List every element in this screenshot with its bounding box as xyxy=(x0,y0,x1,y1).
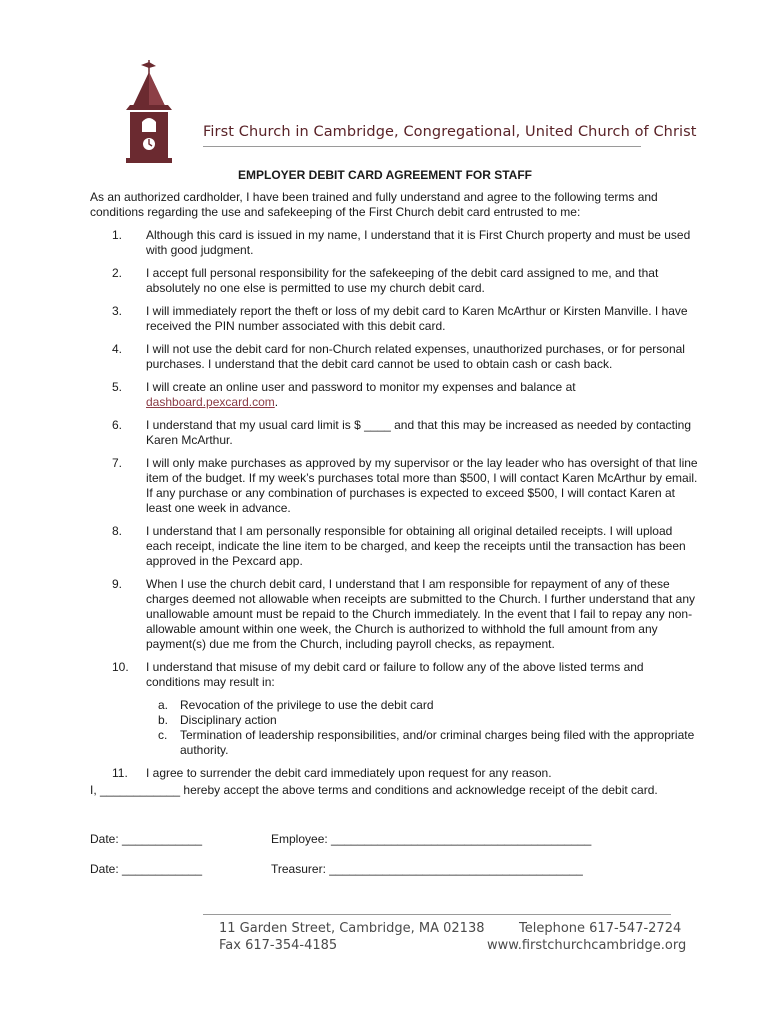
term-item-9 xyxy=(90,577,700,652)
consequence-item-b xyxy=(146,713,700,728)
term-text: I understand that my usual card limit is $ ____ and that this may be increased as needed by contacting Karen McArthur. xyxy=(146,418,691,447)
term-number: 5. xyxy=(112,380,123,394)
term-number: 7. xyxy=(112,456,123,470)
term-item-10 xyxy=(90,660,700,758)
term-text: When I use the church debit card, I understand that I am responsible for repayment of any of these charges deemed not allowable when receipts are submitted to the Church. I further understand that any unallowable amount must be repaid to the Church immediately. In the event that I fail to repay any non-allowable amount within one week, the Church is authorized to withhold the full amount from any payment(s) due me from the Church, including payroll checks, as repayment. xyxy=(146,577,695,651)
consequence-letter: b. xyxy=(158,713,169,727)
term-text: I will create an online user and password to monitor my expenses and balance at xyxy=(146,380,576,394)
term-number: 9. xyxy=(112,577,123,591)
consequence-letter: a. xyxy=(158,698,169,712)
term-text: Although this card is issued in my name, I understand that it is First Church property and must be used with good judgment. xyxy=(146,228,691,257)
consequence-text: Termination of leadership responsibilities, and/or criminal charges being filed with the appropriate authority. xyxy=(180,728,695,757)
term-number: 8. xyxy=(112,524,123,538)
treasurer-signature-field[interactable]: Treasurer: ______________________________________ xyxy=(271,862,583,876)
term-text: I understand that misuse of my debit card or failure to follow any of the above listed terms and conditions may result in: xyxy=(146,660,644,689)
terms-list xyxy=(90,228,700,789)
consequence-text: Disciplinary action xyxy=(180,713,277,727)
term-text: I will not use the debit card for non-Church related expenses, unauthorized purchases, or for personal purchases. I understand that the debit card cannot be used to obtain cash or cash back. xyxy=(146,342,685,371)
term-text: I understand that I am personally responsible for obtaining all original detailed receipts. I will upload each receipt, indicate the line item to be charged, and keep the receipts until the transaction has been approved in the Pexcard app. xyxy=(146,524,686,568)
footer-divider xyxy=(203,914,671,915)
acceptance-statement: I, ____________ hereby accept the above terms and conditions and acknowledge receipt of the debit card. xyxy=(90,783,658,797)
term-number: 2. xyxy=(112,266,123,280)
term-text: I will immediately report the theft or loss of my debit card to Karen McArthur or Kirsten Manville. I have received the PIN number associated with this debit card. xyxy=(146,304,688,333)
consequence-item-c xyxy=(146,728,700,758)
footer-fax: Fax 617-354-4185 xyxy=(219,938,338,953)
term-item-7 xyxy=(90,456,700,516)
term-text: I will only make purchases as approved by my supervisor or the lay leader who has oversight of that line item of the budget. If my week’s purchases total more than $500, I will contact Karen McArthur by email. If any purchase or any combination of purchases is expected to exceed $500, I will contact Karen at least one week in advance. xyxy=(146,456,698,515)
term-number: 10. xyxy=(112,660,129,674)
term-text-end: . xyxy=(274,395,279,409)
consequences-list xyxy=(146,698,700,758)
term-number: 1. xyxy=(112,228,123,242)
term-item-6 xyxy=(90,418,700,448)
consequence-text: Revocation of the privilege to use the debit card xyxy=(180,698,434,712)
term-number: 4. xyxy=(112,342,123,356)
term-item-3 xyxy=(90,304,700,334)
term-item-4 xyxy=(90,342,700,372)
term-item-11 xyxy=(90,766,700,781)
employee-signature-field[interactable]: Employee: _______________________________________ xyxy=(271,832,592,846)
consequence-item-a xyxy=(146,698,700,713)
date-field-employee[interactable]: Date: ____________ xyxy=(90,832,203,846)
header-divider xyxy=(203,146,641,147)
term-number: 6. xyxy=(112,418,123,432)
footer-website: www.firstchurchcambridge.org xyxy=(487,938,687,953)
church-steeple-logo xyxy=(108,58,190,164)
consequence-letter: c. xyxy=(158,728,168,742)
term-item-5 xyxy=(90,380,700,410)
date-field-treasurer[interactable]: Date: ____________ xyxy=(90,862,203,876)
footer-address: 11 Garden Street, Cambridge, MA 02138 xyxy=(219,921,485,936)
footer-telephone: Telephone 617-547-2724 xyxy=(519,921,682,936)
term-text: I accept full personal responsibility for the safekeeping of the debit card assigned to me, and that absolutely no one else is permitted to use my church debit card. xyxy=(146,266,659,295)
term-number: 11. xyxy=(112,766,128,780)
term-number: 3. xyxy=(112,304,123,318)
term-item-1 xyxy=(90,228,700,258)
term-item-8 xyxy=(90,524,700,569)
pexcard-dashboard-link[interactable]: dashboard.pexcard.com xyxy=(146,395,275,409)
intro-paragraph: As an authorized cardholder, I have been trained and fully understand and agree to the following terms and conditions regarding the use and safekeeping of the First Church debit card entrusted to me: xyxy=(90,190,658,219)
term-text: I agree to surrender the debit card immediately upon request for any reason. xyxy=(146,766,552,780)
document-title: EMPLOYER DEBIT CARD AGREEMENT FOR STAFF xyxy=(238,168,532,182)
church-name: First Church in Cambridge, Congregational, United Church of Christ xyxy=(203,124,697,140)
term-item-2 xyxy=(90,266,700,296)
